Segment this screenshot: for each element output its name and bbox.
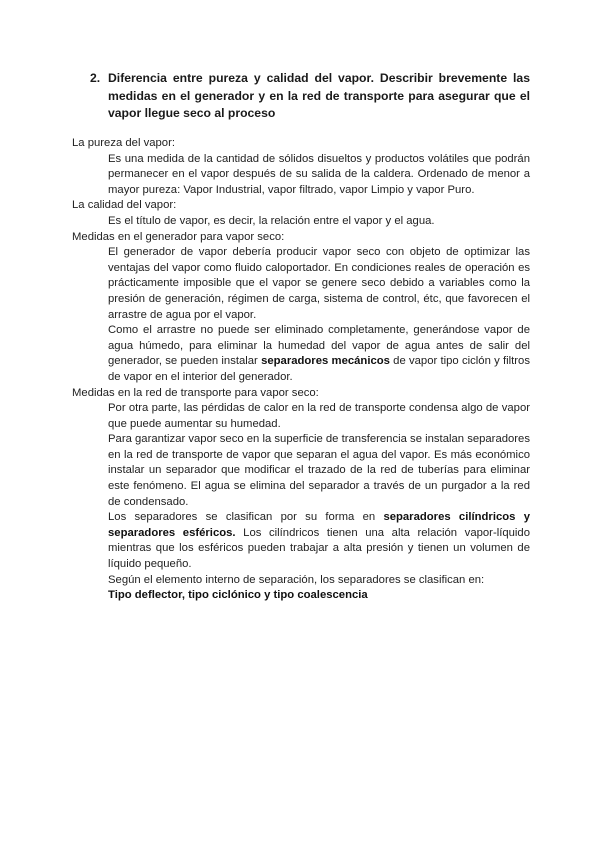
bold-term-separadores-forma: separadores cilíndricos y separadores esféricos. [108, 511, 530, 539]
text-run: Los separadores se clasifican por su forma en [108, 511, 384, 524]
question-heading [90, 70, 530, 123]
text-run: de vapor tipo ciclón y filtros de vapor en el interior del generador. [108, 355, 530, 383]
paragraph-calidad: Es el título de vapor, es decir, la relación entre el vapor y el agua. [108, 214, 435, 227]
paragraph-red-2: Para garantizar vapor seco en la superficie de transferencia se instalan separadores en la red de transporte de vapor que separan el agua del vapor. Es más económico instalar un separador que modificar el trazado de la red de tuberías para eliminar este fenómeno. El agua se elimina del separador a través de un purgador a la red de condensado. [108, 433, 530, 508]
bold-term-separadores-mecanicos: separadores mecánicos [261, 355, 390, 368]
section-heading-calidad: La calidad del vapor: [72, 199, 177, 212]
document-body [72, 136, 530, 604]
paragraph-generador-2 [108, 323, 530, 385]
question-number: 2. [90, 71, 101, 85]
paragraph-red-4: Según el elemento interno de separación, los separadores se clasifican en: [108, 573, 485, 586]
question-text: Diferencia entre pureza y calidad del vapor. Describir brevemente las medidas en el generador y en la red de transporte para asegurar que el vapor llegue seco al proceso [108, 71, 530, 120]
text-run: Los cilíndricos tienen una alta relación vapor-líquido mientras que los esféricos pueden trabajar a alta presión y tienen un volumen de líquido pequeño. [108, 526, 530, 571]
paragraph-generador-1: El generador de vapor debería producir vapor seco con objeto de optimizar las ventajas del vapor como fluido caloportador. En condiciones reales de operación es prácticamente imposible que el vapor se genere seco debido a variables como la presión de generación, régimen de carga, sistema de control, étc, que favorecen el arrastre de agua por el vapor. [108, 246, 530, 321]
bold-term-tipos-separador: Tipo deflector, tipo ciclónico y tipo coalescencia [108, 589, 368, 602]
section-heading-red: Medidas en la red de transporte para vapor seco: [72, 386, 319, 399]
section-heading-pureza: La pureza del vapor: [72, 137, 175, 149]
paragraph-red-5 [108, 588, 530, 604]
paragraph-red-3 [108, 510, 530, 572]
section-heading-generador: Medidas en el generador para vapor seco: [72, 230, 285, 243]
text-run: Como el arrastre no puede ser eliminado completamente, generándose vapor de agua húmedo, para eliminar la humedad del vapor de agua antes de salir del generador, se pueden instalar [108, 324, 530, 368]
paragraph-pureza: Es una medida de la cantidad de sólidos disueltos y productos volátiles que podrán permanecer en el vapor después de su salida de la caldera. Ordenado de menor a mayor pureza: Vapor Industrial, vapor filtrado, vapor Limpio y vapor Puro. [108, 152, 530, 196]
paragraph-red-1: Por otra parte, las pérdidas de calor en la red de transporte condensa algo de vapor que puede aumentar su humedad. [108, 402, 530, 430]
